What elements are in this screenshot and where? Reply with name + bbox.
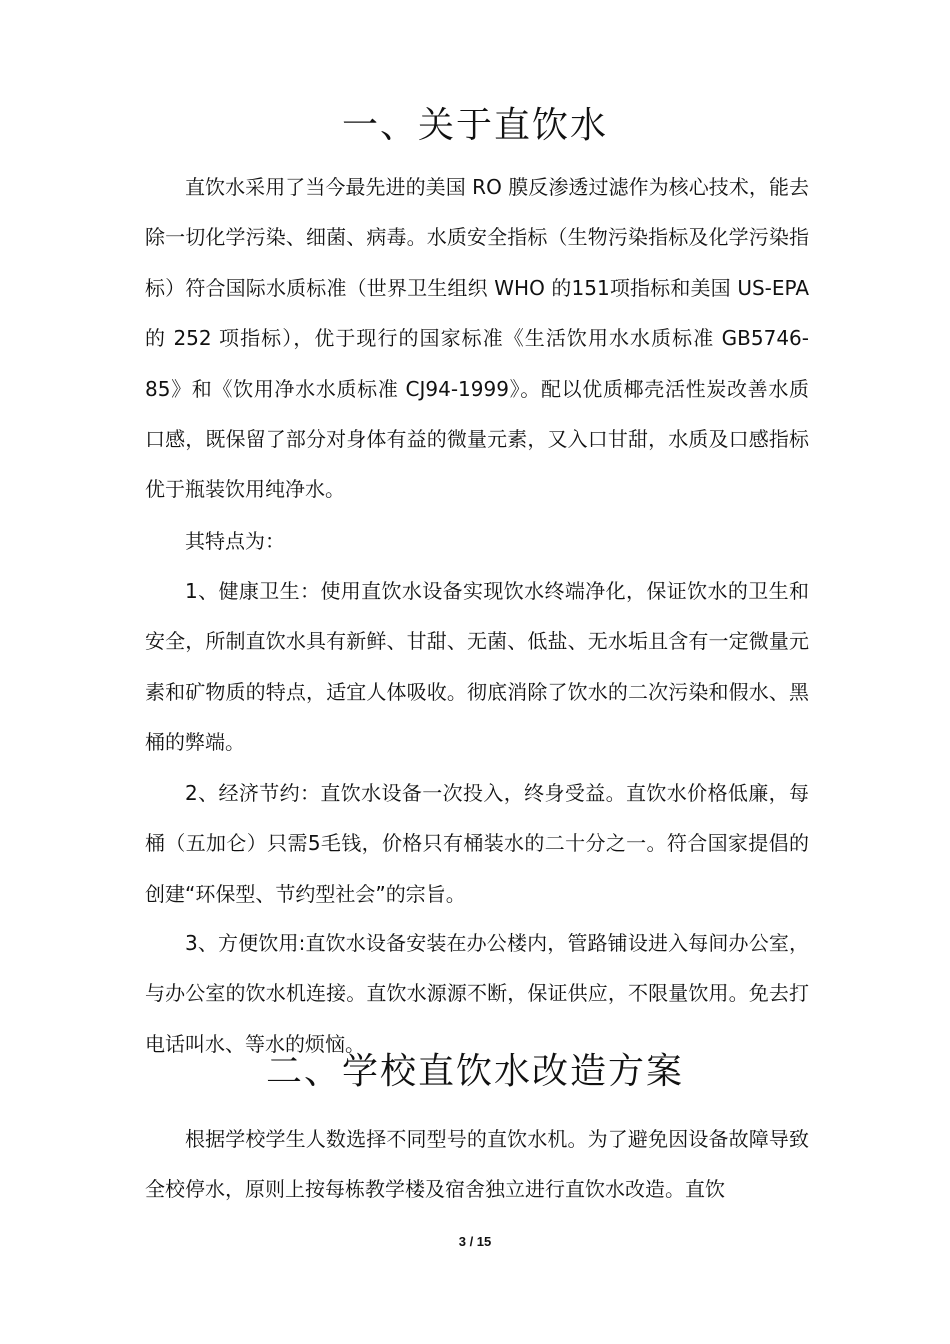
- page-number: 3 / 15: [458, 1234, 492, 1249]
- feature-2-paragraph: 2、经济节约：直饮水设备一次投入，终身受益。直饮水价格低廉，每桶（五加仑）只需5毛钱，价格只有桶装水的二十分之一。符合国家提倡的创建“环保型、节约型社会”的宗旨。: [145, 781, 809, 906]
- section-1-intro-paragraph: 直饮水采用了当今最先进的美国 RO 膜反渗透过滤作为核心技术，能去除一切化学污染、细菌、病毒。水质安全指标（生物污染指标及化学污染指标）符合国际水质标准（世界卫生组织 WHO 的151项指标和美国 US-EPA 的 252 项指标），优于现行的国家标准《生活饮用水水质标准 GB5746-85》和《饮用净水水质标准 CJ94-1999》。配以优质椰壳活性炭改善水质口感，既保留了部分对身体有益的微量元素，又入口甘甜，水质及口感指标优于瓶装饮用纯净水。: [145, 175, 809, 502]
- section-2-title: 二、学校直饮水改造方案: [265, 1051, 684, 1092]
- feature-1-paragraph: 1、健康卫生：使用直饮水设备实现饮水终端净化，保证饮水的卫生和安全，所制直饮水具有新鲜、甘甜、无菌、低盐、无水垢且含有一定微量元素和矿物质的特点，适宜人体吸收。彻底消除了饮水的二次污染和假水、黑桶的弊端。: [145, 579, 809, 755]
- feature-3-paragraph: 3、方便饮用:直饮水设备安装在办公楼内，管路铺设进入每间办公室，与办公室的饮水机连接。直饮水源源不断，保证供应，不限量饮用。免去打电话叫水、等水的烦恼。: [145, 931, 809, 1056]
- features-lead-paragraph: 其特点为：: [185, 529, 285, 553]
- section-2-paragraph: 根据学校学生人数选择不同型号的直饮水机。为了避免因设备故障导致全校停水，原则上按每栋教学楼及宿舍独立进行直饮水改造。直饮: [145, 1127, 809, 1202]
- section-1-title: 一、关于直饮水: [341, 105, 608, 146]
